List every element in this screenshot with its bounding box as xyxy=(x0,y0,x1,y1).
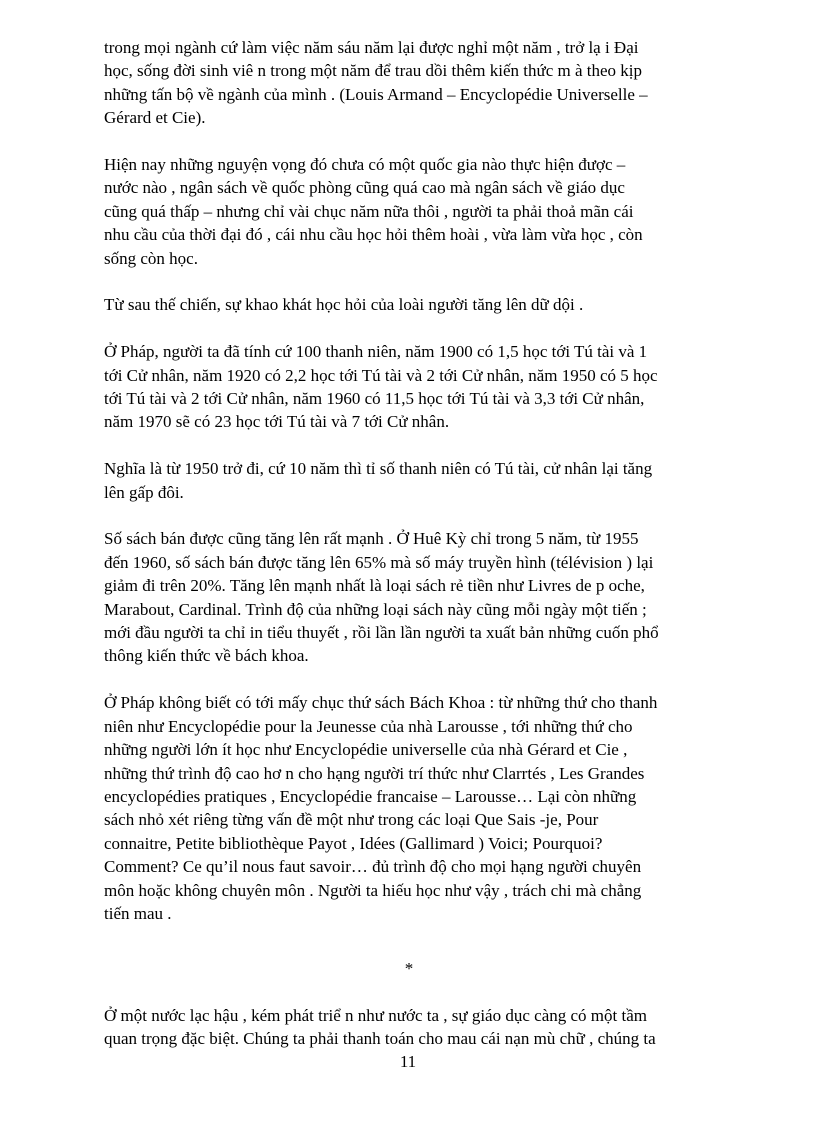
text-line: đến 1960, số sách bán được tăng lên 65% mà số máy truyền hình (télévision ) lại xyxy=(104,552,654,572)
text-line: nhu cầu của thời đại đó , cái nhu cầu học hỏi thêm hoài , vừa làm vừa học , còn xyxy=(104,225,643,245)
paragraph-4 xyxy=(104,340,714,434)
text-line: giảm đi trên 20%. Tăng lên mạnh nhất là loại sách rẻ tiền như Livres de p oche, xyxy=(104,576,645,596)
text-line: tới Tú tài và 2 tới Cử nhân, năm 1960 có 11,5 học tới Tú tài và 3,3 tới Cử nhân, xyxy=(104,389,645,409)
text-line: những tấn bộ về ngành của mình . (Louis Armand – Encyclopédie Universelle – xyxy=(104,84,648,104)
text-line: môn hoặc không chuyên môn . Người ta hiếu học như vậy , trách chi mà chẳng xyxy=(104,880,642,900)
text-line: sống còn học. xyxy=(104,248,198,268)
text-line: tiến mau . xyxy=(104,903,172,923)
text-line: mới đầu người ta chỉ in tiểu thuyết , rồi lần lần người ta xuất bản những cuốn phổ xyxy=(104,623,659,643)
text-line: Marabout, Cardinal. Trình độ của những loại sách này cũng mỗi ngày một tiến ; xyxy=(104,599,647,619)
paragraph-3 xyxy=(104,293,714,316)
text-line: sách nhỏ xét riêng từng vấn đề một như trong các loại Que Sais -je, Pour xyxy=(104,810,599,830)
text-line: những người lớn ít học như Encyclopédie universelle của nhà Gérard et Cie , xyxy=(104,740,628,760)
text-line: những thứ trình độ cao hơ n cho hạng người trí thức như Clarrtés , Les Grandes xyxy=(104,763,645,783)
paragraph-6 xyxy=(104,527,714,667)
text-line: nước nào , ngân sách về quốc phòng cũng quá cao mà ngân sách về giáo dục xyxy=(104,178,625,198)
text-line: trong mọi ngành cứ làm việc năm sáu năm lại được nghỉ một năm , trở lạ i Đại xyxy=(104,38,639,57)
text-line: Từ sau thế chiến, sự khao khát học hỏi của loài người tăng lên dữ dội . xyxy=(104,295,584,315)
page-body xyxy=(104,36,714,1074)
text-line: Comment? Ce qu’il nous faut savoir… đủ trình độ cho mọi hạng người chuyên xyxy=(104,857,642,877)
paragraph-1 xyxy=(104,36,714,130)
text-line: connaitre, Petite bibliothèque Payot , Idées (Gallimard ) Voici; Pourquoi? xyxy=(104,833,603,853)
text-line: Ở Pháp, người ta đã tính cứ 100 thanh niên, năm 1900 có 1,5 học tới Tú tài và 1 xyxy=(104,342,648,362)
page-number: 11 xyxy=(399,1052,417,1071)
text-line: cũng quá thấp – nhưng chỉ vài chục năm nữa thôi , người ta phải thoả mãn cái xyxy=(104,201,634,221)
text-line: học, sống đời sinh viê n trong một năm để trau dồi thêm kiến thức m à theo kịp xyxy=(104,61,643,81)
text-line: Nghĩa là từ 1950 trở đi, cứ 10 năm thì tỉ số thanh niên có Tú tài, cử nhân lại tăng xyxy=(104,459,653,479)
paragraph-7 xyxy=(104,691,714,925)
section-separator: * xyxy=(404,958,414,978)
text-line: Số sách bán được cũng tăng lên rất mạnh . Ở Huê Kỳ chỉ trong 5 năm, từ 1955 xyxy=(104,529,639,549)
text-line: tới Cử nhân, năm 1920 có 2,2 học tới Tú tài và 2 tới Cử nhân, năm 1950 có 5 học xyxy=(104,365,658,385)
text-line: lên gấp đôi. xyxy=(104,482,184,502)
text-line: năm 1970 sẽ có 23 học tới Tú tài và 7 tới Cử nhân. xyxy=(104,412,450,432)
text-line: Ở một nước lạc hậu , kém phát triể n như nước ta , sự giáo dục càng có một tầm xyxy=(104,1005,647,1025)
text-line: thông kiến thức về bách khoa. xyxy=(104,646,309,666)
paragraph-5 xyxy=(104,457,714,504)
text-line: Gérard et Cie). xyxy=(104,108,206,128)
paragraph-2 xyxy=(104,153,714,270)
text-line: niên như Encyclopédie pour la Jeunesse của nhà Larousse , tới những thứ cho xyxy=(104,716,633,736)
paragraph-final xyxy=(104,1004,714,1051)
text-line: encyclopédies pratiques , Encyclopédie francaise – Larousse… Lại còn những xyxy=(104,786,637,806)
text-line: Hiện nay những nguyện vọng đó chưa có một quốc gia nào thực hiện được – xyxy=(104,155,626,175)
text-line: quan trọng đặc biệt. Chúng ta phải thanh toán cho mau cái nạn mù chữ , chúng ta xyxy=(104,1028,656,1048)
text-line: Ở Pháp không biết có tới mấy chục thứ sách Bách Khoa : từ những thứ cho thanh xyxy=(104,693,658,713)
